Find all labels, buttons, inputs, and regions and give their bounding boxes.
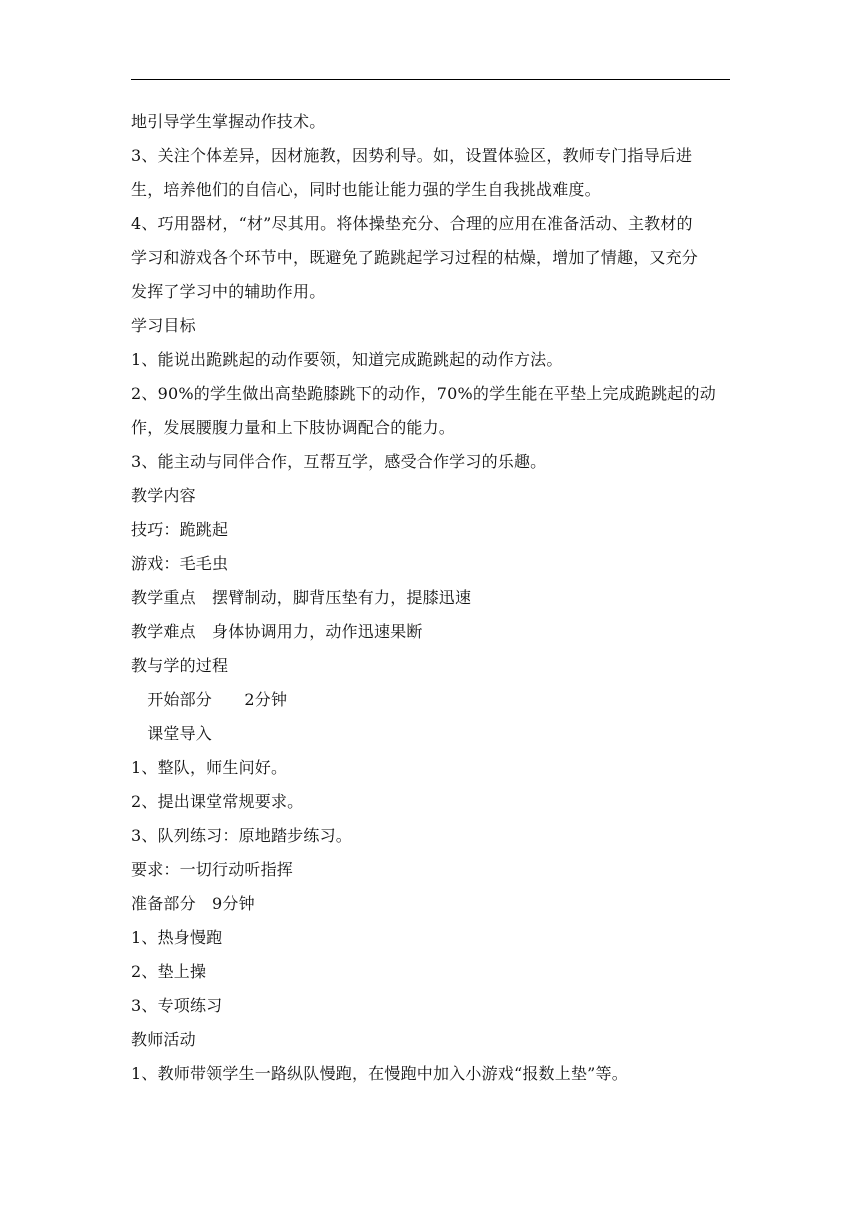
text-line: 1、热身慢跑 xyxy=(131,928,223,947)
section-heading: 教学内容 xyxy=(131,486,196,505)
text-line: 要求：一切行动听指挥 xyxy=(131,860,294,879)
document-body xyxy=(131,105,741,1091)
text-line: 教学重点 摆臂制动，脚背压垫有力，提膝迅速 xyxy=(131,588,472,607)
text-line: 1、能说出跪跳起的动作要领，知道完成跪跳起的动作方法。 xyxy=(131,350,563,369)
section-heading: 教师活动 xyxy=(131,1030,196,1049)
text-line: 地引导学生掌握动作技术。 xyxy=(131,112,326,131)
text-line: 教学难点 身体协调用力，动作迅速果断 xyxy=(131,622,423,641)
text-line: 2、提出课堂常规要求。 xyxy=(131,792,304,811)
text-line: 3、能主动与同伴合作，互帮互学，感受合作学习的乐趣。 xyxy=(131,452,547,471)
text-line: 1、教师带领学生一路纵队慢跑，在慢跑中加入小游戏“报数上垫”等。 xyxy=(131,1064,628,1083)
text-line: 1、整队，师生问好。 xyxy=(131,758,288,777)
text-line: 作，发展腰腹力量和上下肢协调配合的能力。 xyxy=(131,418,456,437)
section-heading: 学习目标 xyxy=(131,316,196,335)
text-line: 2、90%的学生做出高垫跪膝跳下的动作，70%的学生能在平垫上完成跪跳起的动 xyxy=(131,384,716,403)
text-line: 准备部分 9分钟 xyxy=(131,894,255,913)
text-line: 游戏：毛毛虫 xyxy=(131,554,229,573)
text-line: 学习和游戏各个环节中，既避免了跪跳起学习过程的枯燥，增加了情趣，又充分 xyxy=(131,248,699,267)
text-line: 开始部分 2分钟 xyxy=(131,690,288,709)
text-line: 3、专项练习 xyxy=(131,996,223,1015)
text-line: 3、队列练习：原地踏步练习。 xyxy=(131,826,352,845)
text-line: 技巧：跪跳起 xyxy=(131,520,229,539)
text-line: 3、关注个体差异，因材施教，因势利导。如，设置体验区，教师专门指导后进 xyxy=(131,146,693,165)
text-line: 2、垫上操 xyxy=(131,962,207,981)
header-rule xyxy=(131,79,730,80)
text-line: 课堂导入 xyxy=(131,724,213,743)
section-heading: 教与学的过程 xyxy=(131,656,229,675)
text-line: 发挥了学习中的辅助作用。 xyxy=(131,282,326,301)
text-line: 4、巧用器材，“材”尽其用。将体操垫充分、合理的应用在准备活动、主教材的 xyxy=(131,214,693,233)
text-line: 生，培养他们的自信心，同时也能让能力强的学生自我挑战难度。 xyxy=(131,180,601,199)
